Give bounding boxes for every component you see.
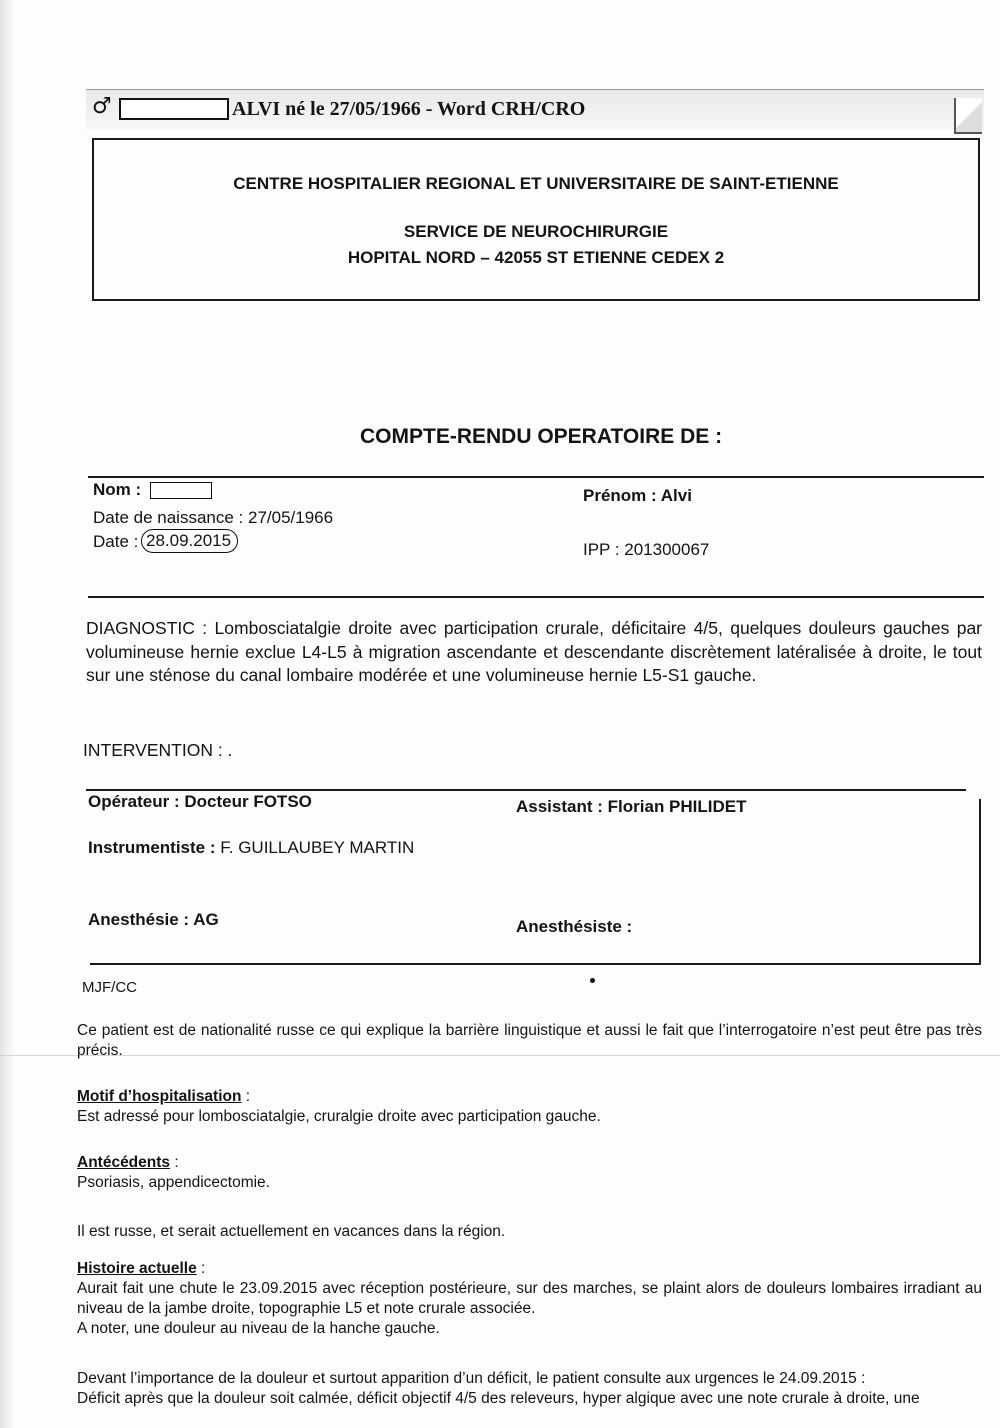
operateur-label: Opérateur : — [88, 792, 180, 811]
devant-line-1: Devant l’importance de la douleur et surtout apparition d’un déficit, le patient consulte aux urgences le 24.09.2015 : — [77, 1370, 866, 1387]
header-title: ALVI né le 27/05/1966 - Word CRH/CRO — [232, 98, 586, 120]
operateur-value: Docteur FOTSO — [184, 792, 312, 811]
motif-heading: Motif d’hospitalisation — [77, 1088, 242, 1105]
document-title: COMPTE-RENDU OPERATOIRE DE : — [360, 425, 723, 448]
histoire-text: Aurait fait une chute le 23.09.2015 avec réception postérieure, sur des marches, se plaint alors de douleurs lombaires irradiant au niveau de la jambe droite, topographie L5 et note crurale associée. — [77, 1280, 982, 1317]
motif-section — [77, 1087, 601, 1127]
staff-box-right-border — [979, 799, 981, 965]
histoire-section — [77, 1259, 982, 1339]
motif-heading-suffix: : — [241, 1088, 251, 1105]
instrumentiste-label: Instrumentiste : — [88, 838, 216, 857]
operateur — [88, 792, 312, 812]
hospital-address: HOPITAL NORD – 42055 ST ETIENNE CEDEX 2 — [347, 248, 725, 267]
patient-bottom-rule — [88, 596, 984, 598]
devant-section — [77, 1369, 982, 1409]
antecedents-text: Psoriasis, appendicectomie. — [77, 1174, 270, 1191]
staff-box-bottom-border — [90, 963, 981, 965]
prenom: Prénom : Alvi — [583, 486, 692, 505]
anesthesiste — [516, 917, 632, 937]
patient-top-rule — [88, 476, 984, 478]
devant-line-2: Déficit après que la douleur soit calmée, déficit objectif 4/5 des releveurs, hyper algique avec une note crurale à droite, une — [77, 1390, 920, 1407]
assistant — [516, 797, 747, 817]
diagnostic-paragraph — [86, 617, 982, 688]
male-symbol-icon: ♂ — [92, 94, 112, 119]
anesthesiste-label: Anesthésiste : — [516, 917, 633, 936]
histoire-note: A noter, une douleur au niveau de la hanche gauche. — [77, 1320, 440, 1337]
staff-box-top-border — [86, 789, 966, 791]
ink-dot — [590, 978, 595, 983]
instrumentiste — [88, 838, 414, 858]
ipp-number: IPP : 201300067 — [583, 540, 710, 559]
circled-date: 28.09.2015 — [141, 529, 238, 553]
hospital-name: CENTRE HOSPITALIER REGIONAL ET UNIVERSITAIRE DE SAINT-ETIENNE — [233, 174, 839, 193]
anesthesie-label: Anesthésie : — [88, 910, 190, 929]
redacted-nom-box — [150, 482, 212, 499]
russe-paragraph: Il est russe, et serait actuellement en vacances dans la région. — [77, 1223, 506, 1240]
intervention-line: INTERVENTION : . — [83, 740, 233, 760]
histoire-heading-suffix: : — [196, 1260, 206, 1277]
redacted-surname-box — [119, 98, 229, 120]
anesthesie-value: AG — [193, 910, 219, 929]
antecedents-section — [77, 1153, 270, 1193]
histoire-heading: Histoire actuelle — [77, 1260, 197, 1277]
antecedents-heading: Antécédents — [77, 1154, 171, 1171]
assistant-label: Assistant : — [516, 797, 603, 816]
date-of-birth: Date de naissance : 27/05/1966 — [93, 508, 334, 527]
diagnostic-label: DIAGNOSTIC : — [86, 618, 208, 638]
document-header-bar — [86, 89, 984, 130]
initials: MJF/CC — [82, 979, 137, 996]
staff-box — [86, 789, 981, 965]
intro-paragraph: Ce patient est de nationalité russe ce qui explique la barrière linguistique et aussi le fait que l’interrogatoire n’est peut être pas très précis. — [77, 1022, 982, 1059]
service-name: SERVICE DE NEUROCHIRURGIE — [403, 222, 669, 241]
date-label: Date : — [93, 532, 139, 551]
hospital-info-box — [92, 138, 980, 301]
motif-text: Est adressé pour lombosciatalgie, cruralgie droite avec participation gauche. — [77, 1108, 601, 1125]
antecedents-heading-suffix: : — [170, 1154, 179, 1171]
anesthesie — [88, 910, 219, 930]
assistant-value: Florian PHILIDET — [607, 797, 747, 816]
scan-edge-shadow — [0, 0, 14, 1428]
nom-label: Nom : — [93, 480, 142, 499]
diagnostic-text: Lombosciatalgie droite avec participation crurale, déficitaire 4/5, quelques douleurs gauches par volumineuse hernie exclue L4-L5 à migration ascendante et descendante discrètement latéralisée à droite, le tout sur une sténose du canal lombaire modérée et une volumineuse hernie L5-S1 gauche. — [86, 618, 983, 685]
instrumentiste-value: F. GUILLAUBEY MARTIN — [220, 838, 415, 857]
page-corner-icon — [954, 98, 982, 134]
